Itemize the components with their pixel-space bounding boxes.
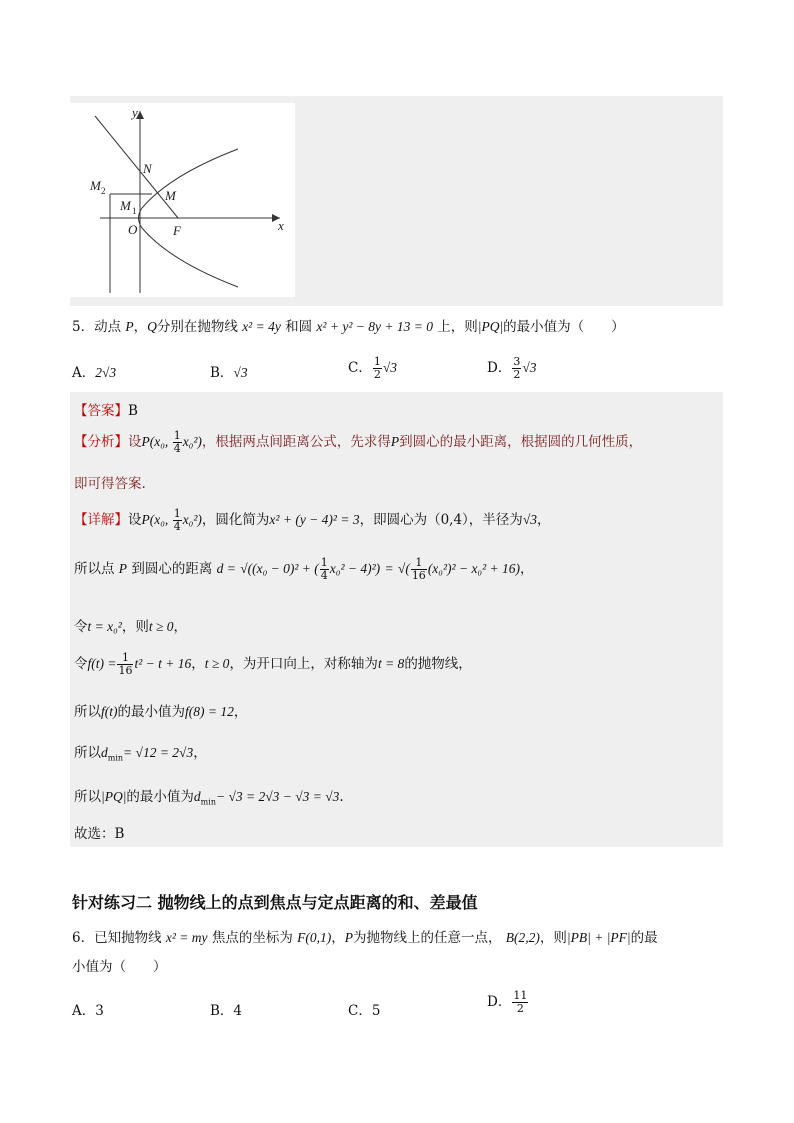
answer-value: B xyxy=(128,403,138,419)
detail-text-b: ，圆化简为 xyxy=(201,512,270,528)
min2-sub: min xyxy=(107,753,124,763)
q6-option-a-value: 3 xyxy=(95,1003,104,1019)
min1-a: 所以 xyxy=(74,704,101,720)
q6-text-e: ，则 xyxy=(539,930,567,946)
let2-b: ， xyxy=(191,656,205,672)
label-F: F xyxy=(173,223,181,238)
q5-q: Q xyxy=(147,319,157,334)
q6-option-c-value: 5 xyxy=(371,1003,381,1019)
q5-option-d-num: 3 xyxy=(513,355,521,368)
q6-option-a[interactable] xyxy=(72,999,104,1019)
let2-f: f(t) = xyxy=(87,656,117,671)
let2-fraction xyxy=(117,652,133,677)
q5-option-d-label: D． xyxy=(487,360,512,376)
min-pq-line xyxy=(74,785,344,807)
q5-eq1: x² = 4y xyxy=(242,319,281,334)
q5-option-c-den: 2 xyxy=(373,368,381,381)
q5-option-d[interactable] xyxy=(487,356,537,381)
q5-option-d-den: 2 xyxy=(513,368,521,381)
dist-p: P xyxy=(118,561,128,576)
dist-d: d = xyxy=(216,561,236,576)
let2-frac-num: 1 xyxy=(117,652,133,665)
min1-c: f(8) = 12 xyxy=(185,704,234,719)
detail-text-d: ， xyxy=(536,512,551,528)
label-M2-sub: 2 xyxy=(101,186,106,196)
q6-option-d-label: D． xyxy=(487,994,512,1010)
q6-number: 6． xyxy=(72,930,95,946)
min2-end: ， xyxy=(193,745,207,761)
let1-c: t ≥ 0 xyxy=(148,619,174,634)
analysis-fraction xyxy=(173,430,182,455)
min3-pq: |PQ| xyxy=(101,789,127,804)
min-f-line xyxy=(74,700,247,720)
dist-frac-1-num: 1 xyxy=(320,556,328,569)
question-6 xyxy=(72,928,658,948)
q6-text-f: 的最 xyxy=(630,930,658,946)
q5-option-c[interactable] xyxy=(348,356,397,381)
let-t-line xyxy=(74,615,187,635)
q6-b: B(2,2) xyxy=(505,930,540,945)
q6-option-c-label: C． xyxy=(348,1003,372,1019)
detail-text-c: ，即圆心为（0,4），半径为 xyxy=(359,512,523,528)
let1-d: ， xyxy=(173,619,188,635)
let1-b: ，则 xyxy=(121,619,149,635)
min3-tail: − √3 = 2√3 − √3 = √3 xyxy=(215,789,340,804)
question-6-line-2: 小值为（ ） xyxy=(72,959,167,975)
min2-tail: = √12 = 2√3 xyxy=(123,745,194,760)
min2-a: 所以 xyxy=(74,745,101,761)
analysis-line xyxy=(74,430,642,455)
analysis-point-tail: x₀²) xyxy=(182,434,202,449)
answer-line xyxy=(74,399,138,419)
dist-frac-2-num: 1 xyxy=(411,557,427,570)
label-M: M xyxy=(165,188,176,203)
min2-expr: d xyxy=(101,745,108,760)
let2-a: 令 xyxy=(74,656,88,672)
q5-pq: |PQ| xyxy=(477,319,504,334)
q5-option-d-value: √3 xyxy=(522,360,537,375)
let2-tail: t² − t + 16 xyxy=(134,656,192,671)
q6-text-b: 焦点的坐标为 xyxy=(211,930,293,946)
min1-d: ， xyxy=(233,704,248,720)
let-f-line xyxy=(74,652,472,677)
detail-tag: 【详解】 xyxy=(74,512,128,528)
dist-text-b: 到圆心的距离 xyxy=(131,561,213,577)
analysis-p: P xyxy=(390,434,400,449)
q5-text-d: 上，则 xyxy=(437,319,478,335)
q6-option-d-fraction xyxy=(512,990,528,1015)
q5-text-e: 的最小值为（ ） xyxy=(503,319,625,335)
label-M1-sub: 1 xyxy=(132,206,137,216)
detail-radius: √3 xyxy=(522,512,537,527)
q5-eq2: x² + y² − 8y + 13 = 0 xyxy=(316,319,433,334)
dist-frac-2 xyxy=(411,557,427,582)
dist-text-a: 所以点 xyxy=(74,561,115,577)
analysis-line-2: 即可得答案. xyxy=(74,476,146,492)
q6-option-c[interactable] xyxy=(348,999,380,1019)
q5-option-a-value: 2√3 xyxy=(95,365,117,380)
q6-text-d: 为抛物线上的任意一点， xyxy=(353,930,502,946)
q5-text-b: 分别在抛物线 xyxy=(156,319,238,335)
dist-equals: = xyxy=(384,561,394,576)
let1-a: 令 xyxy=(74,619,88,635)
q6-text-a: 已知抛物线 xyxy=(94,930,162,946)
label-x: x xyxy=(278,218,284,233)
q6-p: P xyxy=(344,930,353,945)
min3-b: 的最小值为 xyxy=(126,789,194,805)
label-O: O xyxy=(128,222,138,237)
parabola-diagram xyxy=(70,103,295,297)
analysis-point: P(x₀, xyxy=(141,434,172,449)
choose-line: 故选：B xyxy=(74,826,125,842)
analysis-text-b: ，根据两点间距离公式，先求得 xyxy=(201,434,391,450)
detail-point: P(x₀, xyxy=(141,512,172,527)
detail-equation: x² + (y − 4)² = 3 xyxy=(269,512,360,527)
min1-f: f(t) xyxy=(101,704,118,719)
detail-fraction xyxy=(173,508,182,533)
parabola-figure xyxy=(70,103,295,297)
q5-option-b-label: B． xyxy=(210,365,234,381)
q5-number: 5． xyxy=(72,319,95,335)
q5-option-c-num: 1 xyxy=(373,355,381,368)
analysis-text-c: 到圆心的最小距离，根据圆的几何性质， xyxy=(399,434,643,450)
q6-text-c: ， xyxy=(331,930,345,946)
q6-option-b-value: 4 xyxy=(233,1003,243,1019)
q6-eq: x² = my xyxy=(165,930,208,945)
q6-option-a-label: A． xyxy=(72,1003,96,1019)
label-M2: M xyxy=(90,178,101,193)
min1-b: 的最小值为 xyxy=(117,704,185,720)
min3-sub: min xyxy=(200,797,216,807)
q5-option-d-fraction xyxy=(512,356,521,381)
dist-expr2-tail: (x₀²)² − x₀² + 16) xyxy=(427,561,521,576)
dist-frac-2-den: 16 xyxy=(411,569,426,582)
analysis-tag: 【分析】 xyxy=(74,434,128,450)
dist-expr1: √((x₀ − 0)² + ( xyxy=(240,561,319,576)
q6-option-d[interactable] xyxy=(487,990,529,1015)
q6-f: F(0,1) xyxy=(297,930,332,945)
q5-option-c-label: C． xyxy=(348,360,372,376)
distance-line xyxy=(74,557,534,582)
q6-expr: |PB| + |PF| xyxy=(566,930,631,945)
let2-frac-den: 16 xyxy=(118,664,133,677)
detail-frac-num: 1 xyxy=(173,507,181,520)
detail-text-a: 设 xyxy=(128,512,142,528)
q6-option-b[interactable] xyxy=(210,999,242,1019)
min3-expr: d xyxy=(193,789,201,804)
dist-end: ， xyxy=(520,561,534,577)
q5-option-c-value: √3 xyxy=(382,360,398,375)
dist-frac-1 xyxy=(320,557,329,582)
q6-option-b-label: B． xyxy=(210,1003,234,1019)
q6-option-d-den: 2 xyxy=(516,1002,524,1015)
let1-eq: t = x₀² xyxy=(87,619,122,634)
let2-d: ，为开口向上，对称轴为 xyxy=(229,656,378,672)
dist-expr2: √( xyxy=(397,561,410,576)
min-d-line xyxy=(74,741,207,763)
q5-text-a: 动点 xyxy=(94,319,122,335)
q6-option-d-num: 11 xyxy=(513,989,528,1002)
label-N: N xyxy=(143,161,152,176)
label-M1: M xyxy=(120,198,131,213)
q5-comma: ， xyxy=(133,319,148,335)
let2-c: t ≥ 0 xyxy=(204,656,230,671)
analysis-frac-num: 1 xyxy=(173,429,181,442)
dist-frac-1-den: 4 xyxy=(320,569,328,582)
question-5 xyxy=(72,317,625,337)
detail-frac-den: 4 xyxy=(173,520,181,533)
q5-option-b-value: √3 xyxy=(233,365,248,380)
section-title: 针对练习二 抛物线上的点到焦点与定点距离的和、差最值 xyxy=(72,893,478,912)
answer-tag: 【答案】 xyxy=(74,403,128,419)
label-y: y xyxy=(132,105,138,120)
q5-option-c-fraction xyxy=(373,356,382,381)
analysis-text-a: 设 xyxy=(128,434,142,450)
q5-option-a[interactable] xyxy=(72,361,116,381)
let2-f2: 的抛物线， xyxy=(404,656,472,672)
let2-e: t = 8 xyxy=(377,656,405,671)
analysis-frac-den: 4 xyxy=(173,442,181,455)
q5-option-b[interactable] xyxy=(210,361,248,381)
detail-line xyxy=(74,508,550,533)
q5-option-a-label: A． xyxy=(72,365,96,381)
q5-p: P xyxy=(125,319,134,334)
dist-expr1-tail: x₀² − 4)²) xyxy=(329,561,381,576)
min3-a: 所以 xyxy=(74,789,101,805)
min3-end: . xyxy=(339,789,344,805)
q5-text-c: 和圆 xyxy=(285,319,313,335)
detail-point-tail: x₀²) xyxy=(182,512,202,527)
